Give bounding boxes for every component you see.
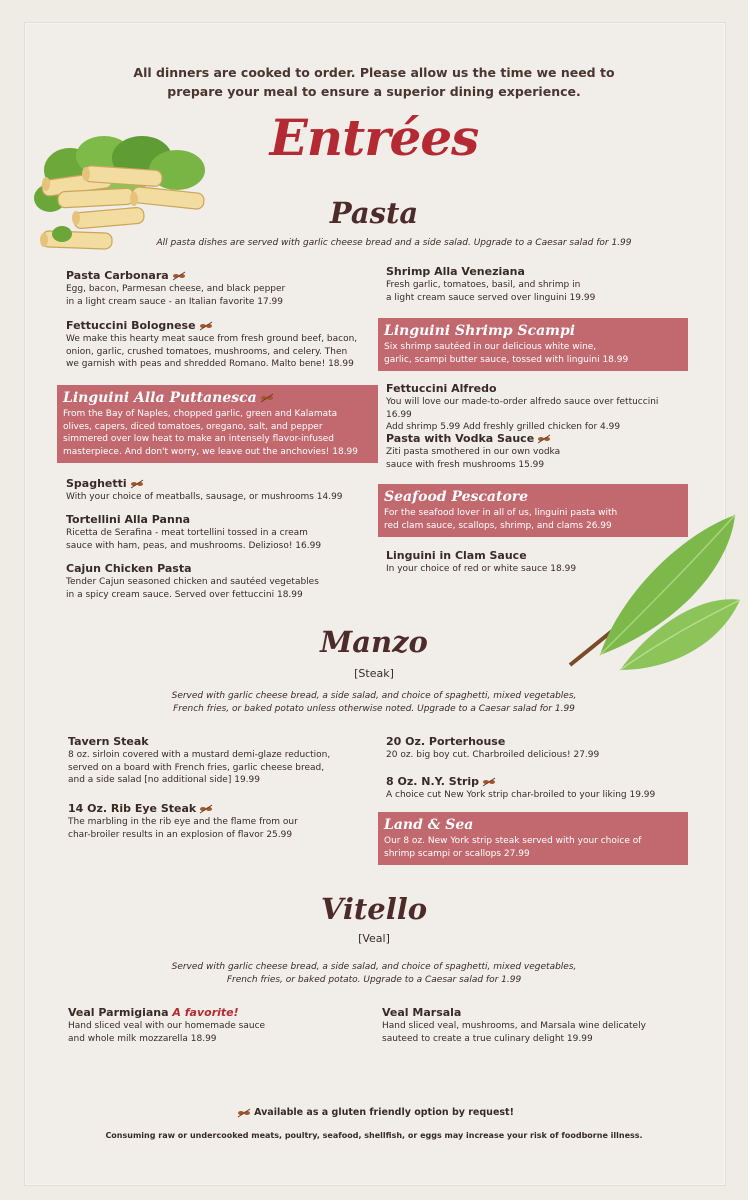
item-name: Cajun Chicken Pasta — [66, 562, 192, 575]
gluten-free-wheat-icon — [237, 1108, 251, 1118]
menu-item-spaghetti — [66, 476, 376, 504]
pasta-note: All pasta dishes are served with garlic cheese bread and a side salad. Upgrade to a Caesar salad for 1.99 — [156, 238, 632, 248]
item-description-1: Hand sliced veal, mushrooms, and Marsala wine delicately — [382, 1021, 646, 1031]
menu-item-rib-eye-steak — [68, 801, 378, 841]
item-description-1: In your choice of red or white sauce 18.99 — [386, 564, 577, 574]
vitello-note — [0, 961, 748, 987]
item-description-1: The marbling in the rib eye and the flame from our — [68, 817, 298, 827]
item-name: Veal Parmigiana A favorite! — [68, 1006, 239, 1019]
menu-item-linguini-in-clam-sauce — [386, 548, 696, 576]
item-description-4: masterpiece. And don't worry, we leave out the anchovies! 18.99 — [63, 446, 359, 457]
pasta-title: Pasta — [329, 196, 419, 230]
item-description-2: in a light cream sauce - an Italian favorite 17.99 — [66, 296, 284, 307]
manzo-note — [0, 690, 748, 716]
item-description-2: shrimp scampi or scallops 27.99 — [384, 848, 530, 859]
entrees-title: Entrées — [269, 108, 479, 167]
item-name: Tortellini Alla Panna — [66, 513, 191, 526]
gluten-free-wheat-icon — [130, 479, 144, 489]
item-name: Shrimp Alla Veneziana — [386, 265, 525, 278]
item-description-1: Fresh garlic, tomatoes, basil, and shrimp in — [386, 280, 581, 290]
favorite-tag: A favorite! — [172, 1006, 239, 1019]
menu-item-fettuccini-bolognese — [66, 318, 386, 371]
item-description-2: red clam sauce, scallops, shrimp, and clams 26.99 — [384, 520, 612, 531]
item-description-2: sauteed to create a true culinary delight 19.99 — [382, 1033, 593, 1044]
notice-line-2: prepare your meal to ensure a superior dining experience. — [167, 84, 581, 99]
item-description-1: Hand sliced veal with our homemade sauce — [68, 1021, 266, 1031]
item-name: Fettuccini Bolognese — [66, 318, 386, 333]
item-description-2: sauce with ham, peas, and mushrooms. Delizioso! 16.99 — [66, 540, 322, 551]
item-description-1: A choice cut New York strip char-broiled to your liking 19.99 — [386, 790, 656, 800]
manzo-title: Manzo — [320, 625, 428, 659]
item-description-1: 20 oz. big boy cut. Charbroiled delicious! 27.99 — [386, 750, 600, 760]
menu-item-linguini-alla-puttanesca — [57, 385, 378, 463]
item-description-3: and a side salad [no additional side] 19.99 — [68, 775, 260, 785]
item-name: 14 Oz. Rib Eye Steak — [68, 801, 378, 816]
item-name: Tavern Steak — [68, 735, 149, 748]
item-description-1: You will love our made-to-order alfredo sauce over fettuccini 16.99 — [386, 397, 659, 420]
item-name: 20 Oz. Porterhouse — [386, 735, 506, 748]
item-description-1: We make this hearty meat sauce from fresh ground beef, bacon, — [66, 334, 358, 344]
item-description-2: and whole milk mozzarella 18.99 — [68, 1033, 217, 1044]
item-description-1: Our 8 oz. New York strip steak served with your choice of — [384, 836, 642, 846]
manzo-note-line-1: Served with garlic cheese bread, a side salad, and choice of spaghetti, mixed vegetables, — [171, 691, 577, 701]
gluten-free-wheat-icon — [199, 804, 213, 814]
item-description-2: served on a board with French fries, garlic cheese bread, — [68, 762, 325, 773]
vitello-subtitle: [Veal] — [358, 932, 390, 945]
item-description-2: onion, garlic, crushed tomatoes, mushrooms, and celery. Then — [66, 346, 348, 357]
menu-item-pasta-with-vodka-sauce — [386, 431, 696, 471]
item-name: Pasta Carbonara — [66, 268, 376, 283]
item-description-1: With your choice of meatballs, sausage, or mushrooms 14.99 — [66, 492, 343, 502]
gluten-free-wheat-icon — [172, 271, 186, 281]
menu-item-tortellini-alla-panna — [66, 512, 376, 552]
menu-item-shrimp-alla-veneziana — [386, 264, 696, 304]
item-description-2: Add shrimp 5.99 Add freshly grilled chicken for 4.99 — [386, 422, 621, 432]
item-description-1: 8 oz. sirloin covered with a mustard demi-glaze reduction, — [68, 750, 331, 760]
gluten-free-wheat-icon — [482, 777, 496, 787]
item-description-2: a light cream sauce served over linguini 19.99 — [386, 292, 596, 303]
menu-item-cajun-chicken-pasta — [66, 561, 376, 601]
menu-item-linguini-shrimp-scampi — [378, 318, 688, 371]
menu-item-ny-strip — [386, 774, 696, 802]
item-description-2: sauce with fresh mushrooms 15.99 — [386, 459, 545, 470]
order-notice — [0, 63, 748, 101]
item-name: Seafood Pescatore — [384, 489, 529, 505]
item-name: Spaghetti — [66, 476, 376, 491]
item-description-2: olives, capers, diced tomatoes, oregano, salt, and pepper — [63, 421, 323, 432]
item-description-1: Six shrimp sautéed in our delicious white wine, — [384, 342, 597, 352]
item-description-3: simmered over low heat to make an intensely flavor-infused — [63, 434, 335, 444]
menu-item-tavern-steak — [68, 734, 378, 787]
item-description-1: For the seafood lover in all of us, linguini pasta with — [384, 508, 618, 518]
menu-item-veal-marsala — [382, 1005, 692, 1045]
menu-item-fettuccini-alfredo — [386, 381, 686, 434]
item-name: Land & Sea — [384, 817, 474, 833]
vitello-note-line-2: French fries, or baked potato. Upgrade to a Caesar salad for 1.99 — [226, 975, 522, 985]
item-name: 8 Oz. N.Y. Strip — [386, 774, 696, 789]
item-description-2: char-broiler results in an explosion of flavor 25.99 — [68, 829, 293, 840]
vitello-note-line-1: Served with garlic cheese bread, a side salad, and choice of spaghetti, mixed vegetables, — [171, 962, 577, 972]
notice-line-1: All dinners are cooked to order. Please allow us the time we need to — [133, 65, 615, 80]
gluten-friendly-note — [0, 1107, 748, 1118]
item-name: Linguini Alla Puttanesca — [63, 389, 372, 408]
item-description-1: Ziti pasta smothered in our own vodka — [386, 447, 561, 457]
vitello-title: Vitello — [320, 892, 428, 926]
gluten-free-wheat-icon — [537, 434, 551, 444]
item-description-1: Tender Cajun seasoned chicken and sautéed vegetables — [66, 577, 319, 587]
item-description-1: Ricetta de Serafina - meat tortellini tossed in a cream — [66, 528, 308, 538]
item-name: Veal Marsala — [382, 1006, 462, 1019]
gluten-free-wheat-icon — [260, 393, 274, 403]
item-description-3: we garnish with peas and shredded Romano. Malto bene! 18.99 — [66, 359, 354, 369]
foodborne-illness-warning: Consuming raw or undercooked meats, poultry, seafood, shellfish, or eggs may increase your risk of foodborne illness. — [105, 1131, 643, 1140]
manzo-note-line-2: French fries, or baked potato unless otherwise noted. Upgrade to a Caesar salad for 1.99 — [173, 704, 575, 714]
item-description-1: Egg, bacon, Parmesan cheese, and black pepper — [66, 284, 286, 294]
menu-item-pasta-carbonara — [66, 268, 376, 308]
item-name: Fettuccini Alfredo — [386, 382, 497, 395]
gluten-free-wheat-icon — [199, 321, 213, 331]
item-name: Pasta with Vodka Sauce — [386, 431, 696, 446]
gluten-note-text: Available as a gluten friendly option by request! — [254, 1107, 514, 1118]
menu-item-land-and-sea — [378, 812, 688, 865]
item-description-1: From the Bay of Naples, chopped garlic, green and Kalamata — [63, 409, 338, 419]
menu-item-seafood-pescatore — [378, 484, 688, 537]
item-name: Linguini Shrimp Scampi — [384, 323, 576, 339]
item-description-2: garlic, scampi butter sauce, tossed with linguini 18.99 — [384, 354, 629, 365]
manzo-subtitle: [Steak] — [354, 667, 394, 680]
item-description-2: in a spicy cream sauce. Served over fettuccini 18.99 — [66, 589, 303, 600]
menu-item-porterhouse — [386, 734, 696, 762]
menu-item-veal-parmigiana — [68, 1005, 378, 1045]
item-name: Linguini in Clam Sauce — [386, 549, 527, 562]
